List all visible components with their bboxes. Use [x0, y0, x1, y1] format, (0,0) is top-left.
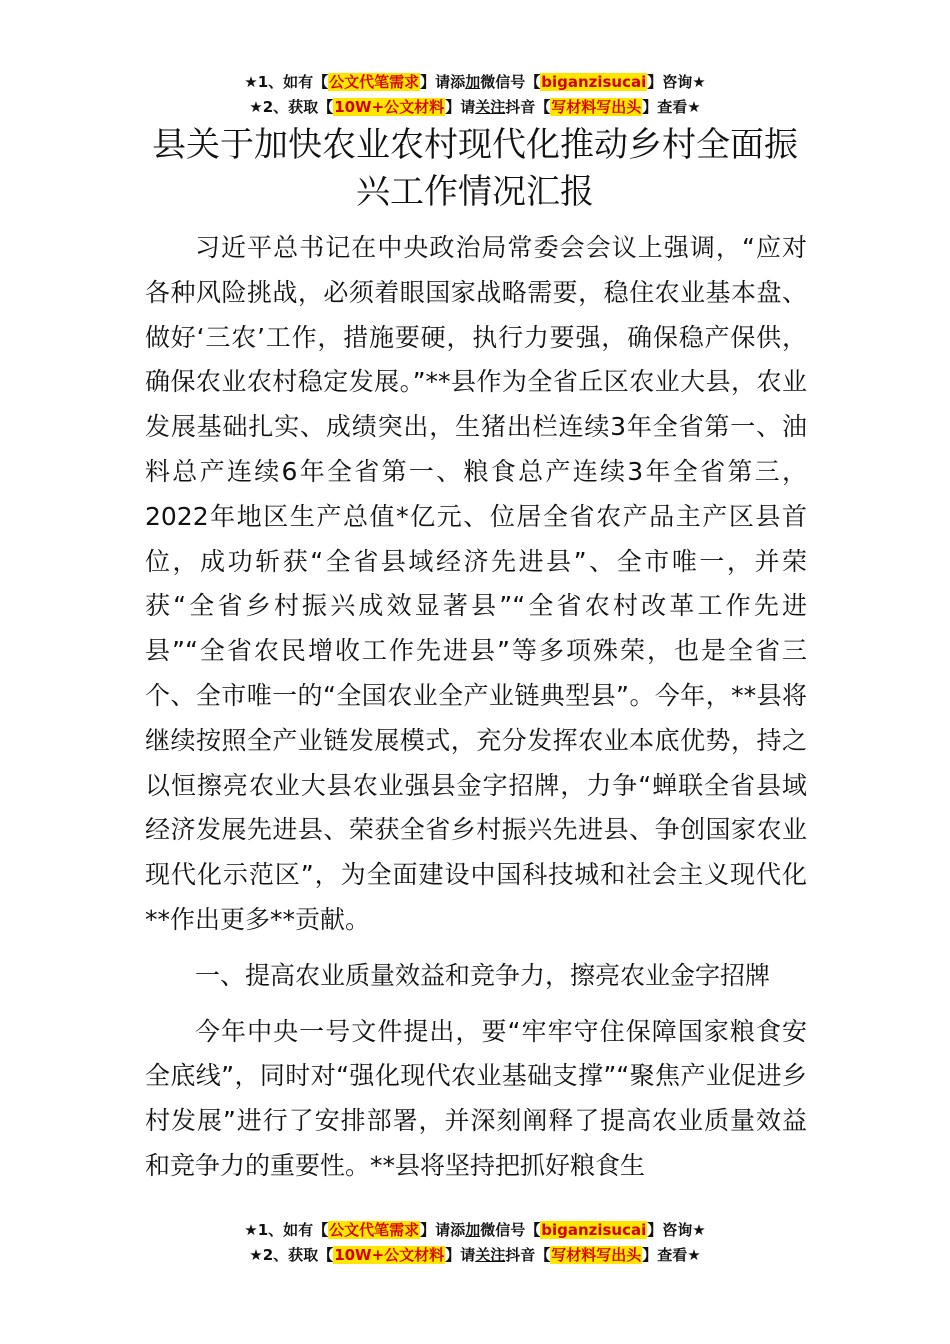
- promo-text: 抖音【: [505, 98, 551, 116]
- promo-text: ★2、获取【: [249, 98, 334, 116]
- promo-text: 抖音【: [505, 1246, 551, 1264]
- promo-line-2: [0, 95, 950, 120]
- promo-text: 】请: [445, 1246, 476, 1264]
- promo-text: 微信号【: [480, 1221, 541, 1239]
- document-title: 县关于加快农业农村现代化推动乡村全面振兴工作情况汇报: [152, 125, 798, 212]
- promo-line-2: [0, 1243, 950, 1268]
- promo-text: 】请: [445, 98, 476, 116]
- promo-highlight: 10W+公文材料: [334, 1246, 445, 1264]
- promo-text-underlined: 加: [465, 1221, 481, 1239]
- promo-text: 】请添: [420, 73, 466, 91]
- promo-text: 】查看★: [642, 98, 701, 116]
- promo-banner-bottom: [0, 1218, 950, 1268]
- promo-text-underlined: 关注: [475, 98, 506, 116]
- promo-highlight-wechat-id: biganzisucai: [541, 1221, 647, 1239]
- promo-text: ★1、如有【: [244, 73, 329, 91]
- promo-text: 】咨询★: [647, 1221, 706, 1239]
- promo-text: ★2、获取【: [249, 1246, 334, 1264]
- promo-text: 微信号【: [480, 73, 541, 91]
- promo-highlight-wechat-id: biganzisucai: [541, 73, 647, 91]
- promo-text: ★1、如有【: [244, 1221, 329, 1239]
- promo-highlight: 10W+公文材料: [334, 98, 445, 116]
- section-heading-1: 一、提高农业质量效益和竞争力，擦亮农业金字招牌: [195, 960, 771, 990]
- promo-text: 】请添: [420, 1221, 466, 1239]
- promo-highlight: 公文代笔需求: [329, 1221, 420, 1239]
- promo-text-underlined: 加: [465, 73, 481, 91]
- promo-line-1: [0, 1218, 950, 1243]
- promo-highlight-douyin-id: 写材料写出头: [551, 98, 642, 116]
- document-body: [145, 226, 807, 1189]
- promo-text-underlined: 关注: [475, 1246, 506, 1264]
- promo-banner-top: [0, 70, 950, 120]
- promo-highlight-douyin-id: 写材料写出头: [551, 1246, 642, 1264]
- paragraph-section-1: 今年中央一号文件提出，要“牢牢守住保障国家粮食安全底线”，同时对“强化现代农业基础支撑”“聚焦产业促进乡村发展”进行了安排部署，并深刻阐释了提高农业质量效益和竞争力的重要性。**县将坚持把抓好粮食生: [145, 1016, 807, 1180]
- promo-line-1: [0, 70, 950, 95]
- promo-text: 】查看★: [642, 1246, 701, 1264]
- promo-highlight: 公文代笔需求: [329, 73, 420, 91]
- paragraph-intro: 习近平总书记在中央政治局常委会会议上强调，“应对各种风险挑战，必须着眼国家战略需要，稳住农业基本盘、做好‘三农’工作，措施要硬，执行力要强，确保稳产保供，确保农业农村稳定发展。”**县作为全省丘区农业大县，农业发展基础扎实、成绩突出，生猪出栏连续3年全省第一、油料总产连续6年全省第一、粮食总产连续3年全省第三，2022年地区生产总值*亿元、位居全省农产品主产区县首位，成功斩获“全省县域经济先进县”、全市唯一，并荣获“全省乡村振兴成效显著县”“全省农村改革工作先进县”“全省农民增收工作先进县”等多项殊荣，也是全省三个、全市唯一的“全国农业全产业链典型县”。今年，**县将继续按照全产业链发展模式，充分发挥农业本底优势，持之以恒擦亮农业大县农业强县金字招牌，力争“蝉联全省县域经济发展先进县、荣获全省乡村振兴先进县、争创国家农业现代化示范区”，为全面建设中国科技城和社会主义现代化**作出更多**贡献。: [145, 233, 807, 934]
- promo-text: 】咨询★: [647, 73, 706, 91]
